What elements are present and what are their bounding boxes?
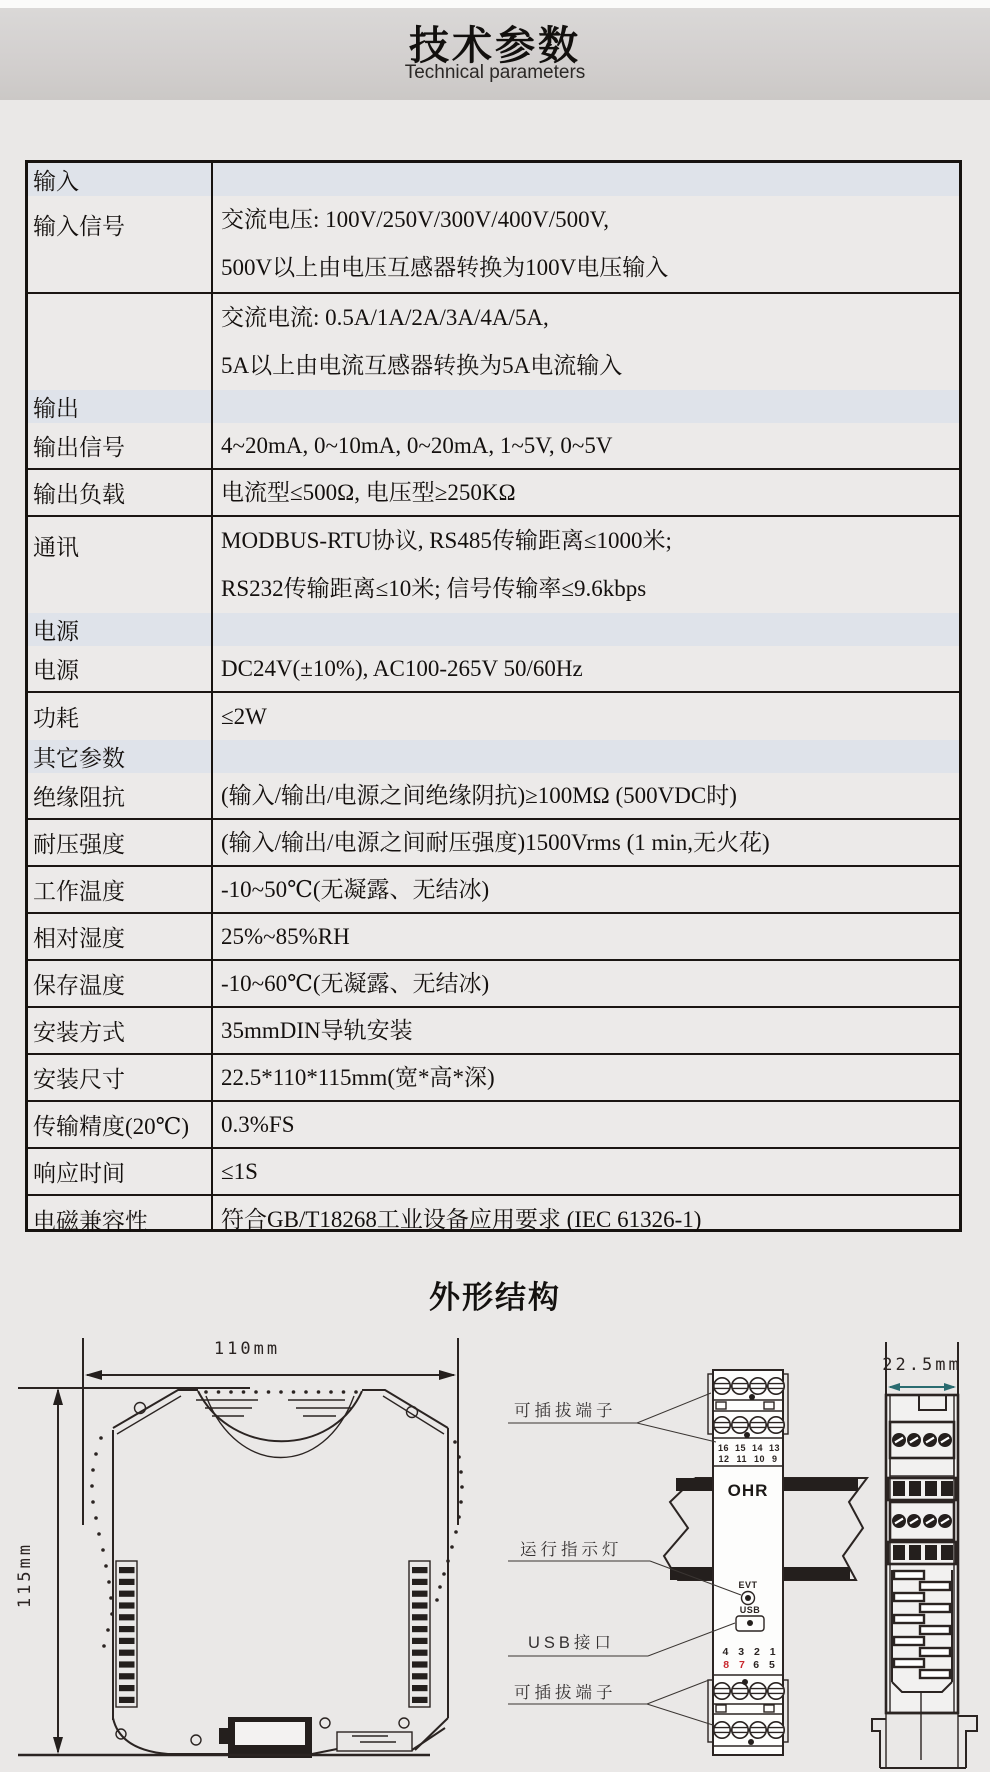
spec-value-line: 交流电压: 100V/250V/300V/400V/500V,: [221, 207, 610, 232]
section-label: 输入: [33, 169, 79, 194]
spec-row: [28, 961, 959, 1008]
spec-row-value: [211, 294, 959, 390]
callout-usb: [508, 1623, 735, 1656]
spec-row-value: [211, 646, 959, 691]
spec-row-label: 绝缘阻抗: [33, 785, 125, 810]
svg-text:可插拔端子: 可插拔端子: [514, 1684, 617, 1702]
spec-row: [28, 1149, 959, 1196]
spec-row-value: [211, 1008, 959, 1053]
front-view: [508, 1370, 867, 1755]
dotted-edge-left: [90, 1436, 114, 1648]
spec-value-line: 500V以上由电压互感器转换为100V电压输入: [221, 255, 669, 280]
spec-row-label: 通讯: [33, 535, 79, 560]
callout-terminal-top: [508, 1393, 716, 1442]
spec-value-line: RS232传输距离≤10米; 信号传输率≤9.6kbps: [221, 576, 647, 601]
right-edge-view: [872, 1342, 977, 1768]
din-clip: [872, 1713, 977, 1768]
pin-numbers-top-row2: 12 11 10 9: [718, 1454, 778, 1464]
pin-numbers-bottom-row2-red: 8 7: [723, 1659, 745, 1671]
evt-label: EVT: [738, 1580, 758, 1590]
left-side-view: [15, 1338, 464, 1758]
spec-row: [28, 914, 959, 961]
spec-value-line: 35mmDIN导轨安装: [221, 1017, 413, 1043]
structure-drawing-svg: [0, 1330, 990, 1772]
spec-row-label: 工作温度: [33, 879, 125, 904]
spec-value-line: 电流型≤500Ω, 电压型≥250KΩ: [221, 479, 516, 505]
spec-row: [28, 196, 959, 294]
spec-row-label: 安装尺寸: [33, 1067, 125, 1092]
spec-row-label: [28, 294, 211, 390]
section-label: 输出: [33, 396, 79, 421]
spec-row-value: [211, 820, 959, 865]
spec-row-value: [211, 867, 959, 912]
section-label: 电源: [33, 619, 79, 644]
spec-value-line: -10~50℃(无凝露、无结冰): [221, 876, 490, 902]
page-title: 技术参数: [409, 24, 581, 68]
spec-value-line: 符合GB/T18268工业设备应用要求 (IEC 61326-1): [221, 1206, 702, 1232]
dim-depth-label: 22.5mm: [882, 1355, 962, 1375]
spec-section-row: [28, 740, 959, 773]
spec-row-label: 传输精度(20℃): [33, 1114, 190, 1139]
spec-row-value: [211, 1149, 959, 1194]
spec-table: [25, 160, 962, 1232]
spec-row: [28, 470, 959, 517]
spec-row: [28, 294, 959, 390]
spec-row-value: [211, 1196, 959, 1243]
spec-row-label: 安装方式: [33, 1020, 125, 1045]
spec-row-value: [211, 914, 959, 959]
spec-row: [28, 867, 959, 914]
spec-value-line: 25%~85%RH: [221, 923, 350, 949]
spec-row-label: 电磁兼容性: [33, 1209, 148, 1234]
spec-row-label: 功耗: [33, 706, 79, 731]
spec-row: [28, 773, 959, 820]
spec-table-rows: [28, 163, 959, 1234]
spec-row-label: 输出信号: [33, 435, 125, 460]
spec-value-line: ≤2W: [221, 703, 267, 729]
structure-title: 外形结构: [429, 1280, 561, 1315]
spec-value-line: MODBUS-RTU协议, RS485传输距离≤1000米;: [221, 528, 672, 553]
table-column-divider: [211, 163, 213, 1229]
spec-value-line: 0.3%FS: [221, 1111, 295, 1137]
spec-row: [28, 423, 959, 470]
spec-row-label: 相对湿度: [33, 926, 125, 951]
spec-value-line: (输入/输出/电源之间绝缘阴抗)≥100MΩ (500VDC时): [221, 782, 737, 808]
spec-row-value: [211, 517, 959, 613]
usb-label: USB: [739, 1605, 761, 1615]
spec-row-value: [211, 961, 959, 1006]
vent-slats-left: [119, 1567, 135, 1703]
spec-row: [28, 1055, 959, 1102]
spec-row-value: [211, 773, 959, 818]
spec-row: [28, 1196, 959, 1243]
spec-row-label: 响应时间: [33, 1161, 125, 1186]
spec-section-row: [28, 390, 959, 423]
spec-row: [28, 646, 959, 693]
spec-row: [28, 820, 959, 867]
spec-value-line: -10~60℃(无凝露、无结冰): [221, 970, 490, 996]
spec-row-value: [211, 196, 959, 292]
vent-slats-right: [412, 1567, 428, 1703]
dotted-top-row: [204, 1390, 358, 1394]
spec-row: [28, 1102, 959, 1149]
dim-width-label: 110mm: [213, 1339, 281, 1359]
spec-row: [28, 1008, 959, 1055]
svg-text:运行指示灯: 运行指示灯: [520, 1541, 623, 1559]
spec-section-row: [28, 613, 959, 646]
spec-value-line: 交流电流: 0.5A/1A/2A/3A/4A/5A,: [221, 305, 549, 330]
spec-value-line: ≤1S: [221, 1158, 258, 1184]
spec-row: [28, 693, 959, 740]
svg-text:可插拔端子: 可插拔端子: [514, 1402, 617, 1420]
svg-text:USB接口: USB接口: [528, 1634, 615, 1652]
title-band: [0, 8, 990, 100]
pin-numbers-top-row1: 16 15 14 13: [717, 1443, 781, 1453]
brand-logo: OHR: [727, 1481, 769, 1500]
spec-row-label: 输出负载: [33, 482, 125, 507]
spec-row-value: [211, 470, 959, 515]
spec-value-line: 5A以上由电流互感器转换为5A电流输入: [221, 353, 623, 378]
spec-value-line: (输入/输出/电源之间耐压强度)1500Vrms (1 min,无火花): [221, 829, 770, 855]
spec-row-label: 输入信号: [33, 214, 125, 239]
pin-numbers-bottom-row1: 4 3 2 1: [722, 1646, 776, 1658]
spec-row-label: 耐压强度: [33, 832, 125, 857]
section-label: 其它参数: [33, 746, 125, 771]
outline-structure-drawing: [0, 1330, 990, 1772]
dotted-edge-right: [435, 1440, 464, 1602]
spec-value-line: 22.5*110*115mm(宽*高*深): [221, 1064, 495, 1090]
spec-row: [28, 517, 959, 613]
top-strip: [0, 0, 990, 8]
spec-value-line: DC24V(±10%), AC100-265V 50/60Hz: [221, 655, 583, 681]
spec-row-value: [211, 423, 959, 468]
callout-terminal-bottom: [508, 1680, 716, 1726]
spec-value-line: 4~20mA, 0~10mA, 0~20mA, 1~5V, 0~5V: [221, 432, 613, 458]
spec-row-label: 电源: [33, 658, 79, 683]
dim-height-label: 115mm: [15, 1541, 35, 1609]
spec-row-value: [211, 1055, 959, 1100]
page-subtitle: Technical parameters: [404, 62, 586, 83]
spec-row-value: [211, 693, 959, 740]
pin-numbers-bottom-row2-black: 6 5: [753, 1659, 775, 1671]
spec-section-row: [28, 163, 959, 196]
spec-row-label: 保存温度: [33, 973, 125, 998]
spec-row-value: [211, 1102, 959, 1147]
